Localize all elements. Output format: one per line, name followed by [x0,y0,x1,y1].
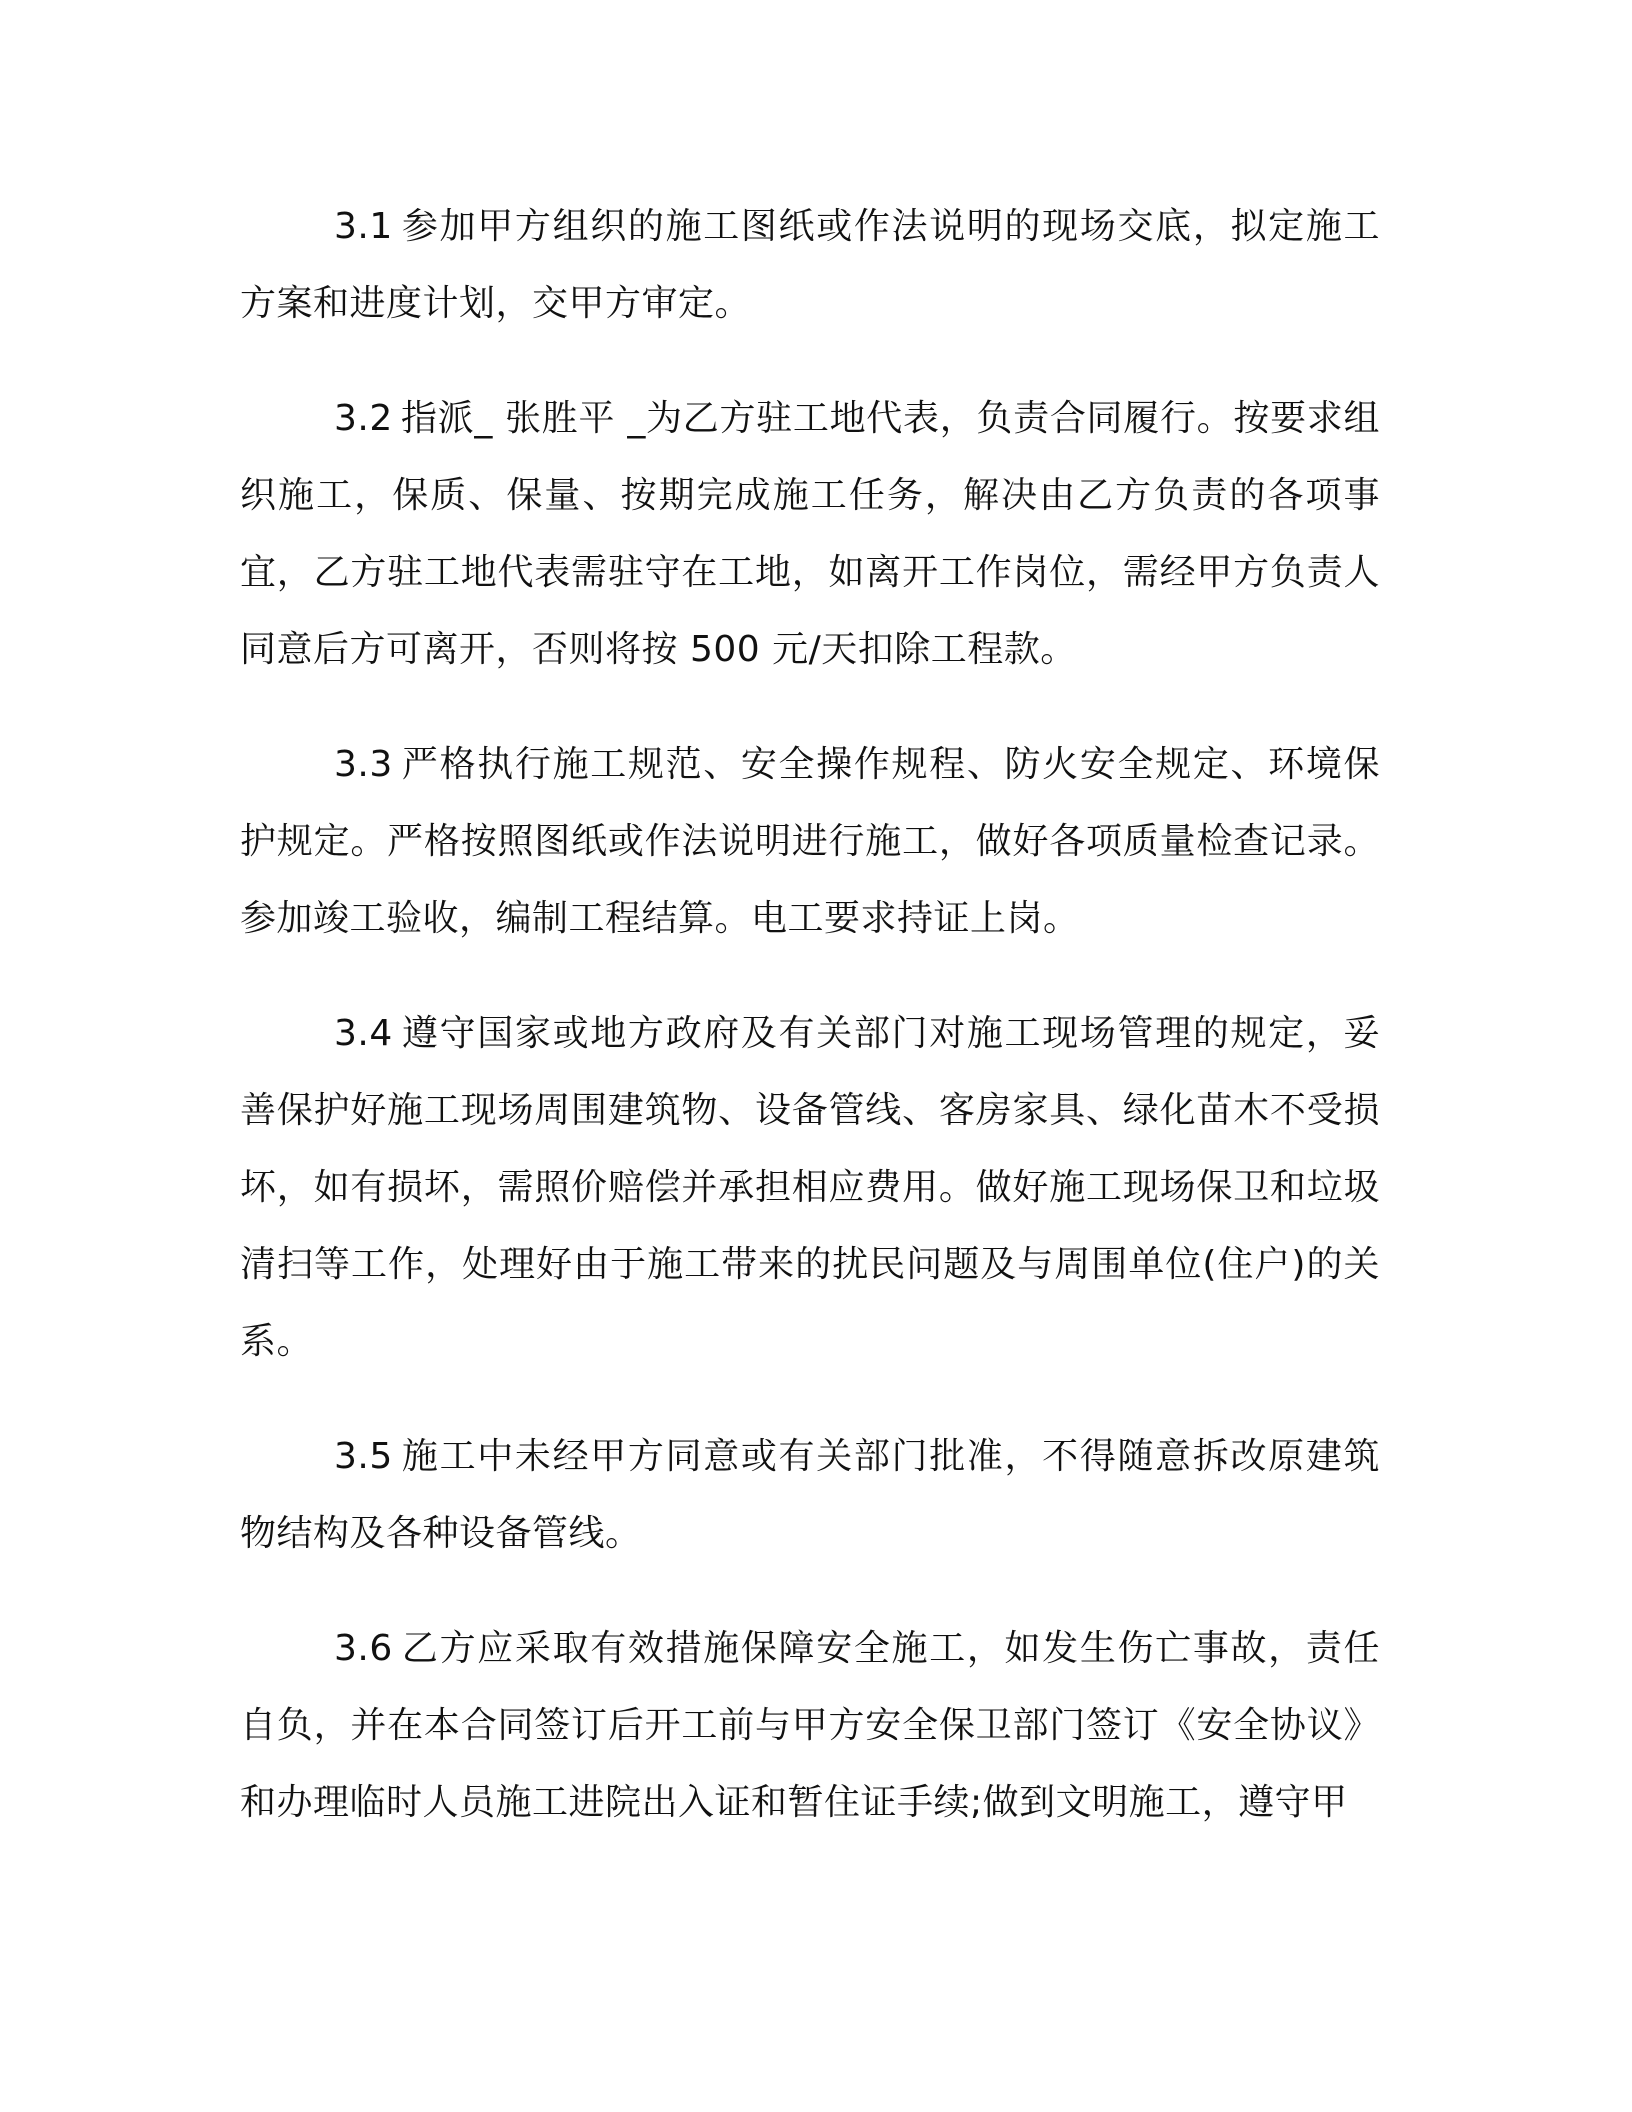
paragraph-3-3 [240,726,1380,957]
paragraph-number: 3.2 [334,398,393,439]
paragraph-3-5 [240,1418,1380,1572]
paragraph-3-4 [240,995,1380,1380]
paragraph-text: 遵守国家或地方政府及有关部门对施工现场管理的规定，妥善保护好施工现场周围建筑物、设备管线、客房家具、绿化苗木不受损坏，如有损坏，需照价赔偿并承担相应费用。做好施工现场保卫和垃圾清扫等工作，处理好由于施工带来的扰民问题及与周围单位(住户)的关系。 [240,1013,1380,1362]
paragraph-3-1 [240,188,1380,342]
paragraph-number: 3.6 [334,1628,393,1669]
paragraph-text: 参加甲方组织的施工图纸或作法说明的现场交底，拟定施工方案和进度计划，交甲方审定。 [240,206,1380,324]
paragraph-3-2 [240,380,1380,688]
document-body [240,188,1380,1841]
paragraph-text: 施工中未经甲方同意或有关部门批准，不得随意拆改原建筑物结构及各种设备管线。 [240,1436,1380,1554]
paragraph-text: 严格执行施工规范、安全操作规程、防火安全规定、环境保护规定。严格按照图纸或作法说明进行施工，做好各项质量检查记录。参加竣工验收，编制工程结算。电工要求持证上岗。 [240,744,1380,939]
paragraph-text: 指派_ 张胜平 _为乙方驻工地代表，负责合同履行。按要求组织施工，保质、保量、按期完成施工任务，解决由乙方负责的各项事宜，乙方驻工地代表需驻守在工地，如离开工作岗位，需经甲方负责人同意后方可离开，否则将按 500 元/天扣除工程款。 [240,398,1380,670]
paragraph-text: 乙方应采取有效措施保障安全施工，如发生伤亡事故，责任自负，并在本合同签订后开工前与甲方安全保卫部门签订《安全协议》和办理临时人员施工进院出入证和暂住证手续;做到文明施工，遵守甲 [240,1628,1380,1823]
paragraph-number: 3.3 [334,744,393,785]
paragraph-number: 3.5 [334,1436,393,1477]
paragraph-3-6 [240,1610,1380,1841]
paragraph-number: 3.4 [334,1013,393,1054]
paragraph-number: 3.1 [334,206,393,247]
